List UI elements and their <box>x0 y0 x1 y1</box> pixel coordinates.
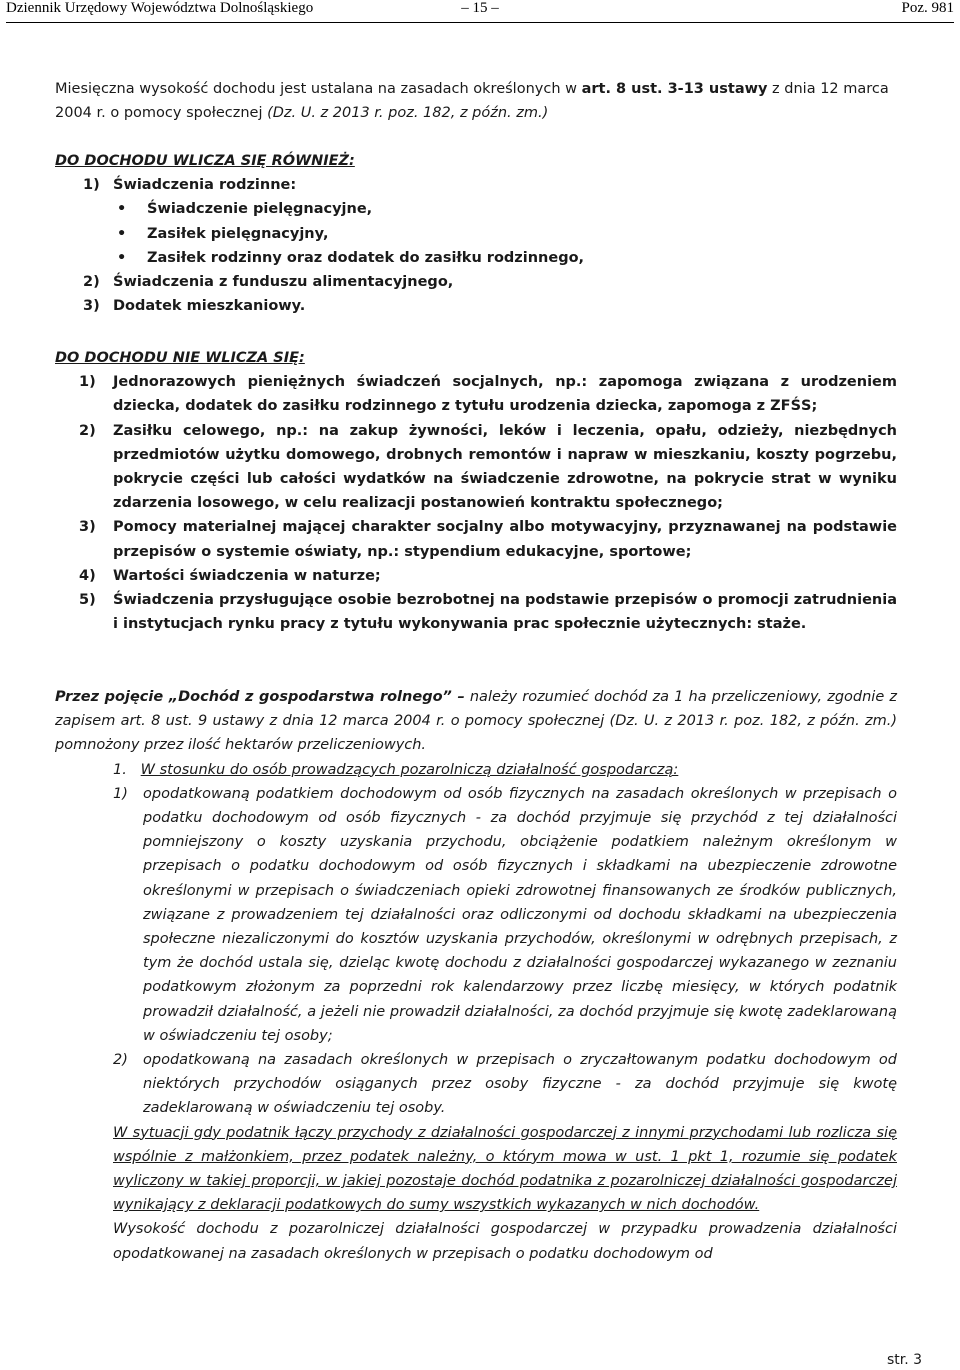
farm-income-section <box>55 685 897 1266</box>
item-number: 4) <box>79 567 96 584</box>
excluded-income-section <box>55 346 897 636</box>
intro-journal-reference: (Dz. U. z 2013 r. poz. 182, z późn. zm.) <box>267 105 549 122</box>
business-income-paragraph: Wysokość dochodu z pozarolniczej działalności gospodarczej w przypadku prowadzenia działalności opodatkowanej na zasadach określonych w przepisach o podatku dochodowym od <box>113 1221 897 1262</box>
bullet-text: Zasiłek rodzinny oraz dodatek do zasiłku rodzinnego, <box>147 249 585 266</box>
item-text: Świadczenia z funduszu alimentacyjnego, <box>113 274 454 291</box>
business-heading-text: W stosunku do osób prowadzących pozarolniczą działalność gospodarczą: <box>140 761 679 778</box>
gazette-title: Dziennik Urzędowy Województwa Dolnośląskiego <box>6 0 314 16</box>
included-item <box>55 173 897 197</box>
item-number: 5) <box>79 592 96 609</box>
subitem-number: 1) <box>113 785 128 802</box>
farm-lead-text: należy rozumieć dochód za 1 ha przeliczeniowy, zgodnie z zapisem art. 8 ust. 9 ustawy z dnia 12 marca 2004 r. o pomocy społecznej (Dz. U. z 2013 r. poz. 182, z późn. zm.) pomnożony przez ilość hektarów przeliczeniowych. <box>55 689 898 754</box>
item-number: 1) <box>83 177 100 194</box>
included-income-section <box>55 149 897 318</box>
intro-text-3: z dnia 12 marca 2004 r. o pomocy społecznej <box>55 81 889 122</box>
item-text: Jednorazowych pieniężnych świadczeń socjalnych, np.: zapomoga związana z urodzeniem dziecka, dodatek do zasiłku rodzinnego z tytułu urodzenia dziecka, zapomoga z ZFŚS; <box>113 374 897 415</box>
item-number: 3) <box>83 298 100 315</box>
bullet-text: Zasiłek pielęgnacyjny, <box>147 225 329 242</box>
excluded-item <box>55 564 897 588</box>
included-bullet <box>55 197 897 221</box>
item-number: 2) <box>83 274 100 291</box>
subitem-number: 2) <box>113 1052 128 1069</box>
included-item <box>55 294 897 318</box>
page-footer-number: str. 3 <box>886 1352 922 1368</box>
item-number: 3) <box>79 519 96 536</box>
business-subitem <box>55 782 897 1048</box>
item-number: 1) <box>79 374 96 391</box>
subitem-text: opodatkowaną na zasadach określonych w przepisach o zryczałtowanym podatku dochodowym od niektórych przychodów osiąganych przez osoby fizyczne - za dochód przyjmuje się kwotę zadeklarowaną w oświadczeniu tej osoby. <box>143 1052 897 1117</box>
excluded-item <box>55 588 897 636</box>
excluded-item <box>55 419 897 516</box>
excluded-title: DO DOCHODU NIE WLICZA SIĘ: <box>55 350 305 366</box>
included-bullet <box>55 222 897 246</box>
gazette-position: Poz. 981 <box>901 0 954 16</box>
item-text: Pomocy materialnej mającej charakter socjalny albo motywacyjny, przyznawanej na podstawie przepisów o systemie oświaty, np.: stypendium edukacyjne, sportowe; <box>113 519 897 560</box>
gazette-header <box>6 0 954 23</box>
included-item <box>55 270 897 294</box>
bullet-icon: • <box>117 225 127 242</box>
item-text: Dodatek mieszkaniowy. <box>113 298 306 315</box>
item-text: Świadczenia przysługujące osobie bezrobotnej na podstawie przepisów o promocji zatrudnienia i instytucjach rynku pracy z tytułu wykonywania prac społecznie użytecznych: staże. <box>113 592 897 633</box>
subitem-text: opodatkowaną podatkiem dochodowym od osób fizycznych na zasadach określonych w przepisach o podatku dochodowym od osób fizycznych - za dochód przyjmuje się przychód z tej działalności pomniejszony o koszty uzyskania przychodu, obciążenie podatkiem należnym określonym w przepisach o podatku dochodowym od osób fizycznych i składkami na ubezpieczenie zdrowotne określonymi w przepisach o świadczeniach opieki zdrowotnej finansowanych ze środków publicznych, związane z prowadzeniem tej działalności oraz odliczonymi od dochodu składkami na ubezpieczenia społeczne niezaliczonymi do kosztów uzyskania przychodów, określonymi w odrębnych przepisach, z tym że dochód ustala się, dzieląc kwotę dochodu z działalności gospodarczej wykazanego w zeznaniu podatkowym złożonym za poprzedni rok kalendarzowy przez liczbę miesięcy, w których podatnik prowadził działalność, a jeżeli nie prowadził działalności, za dochód przyjmuje się kwotę zadeklarowaną w oświadczeniu tej osoby; <box>143 785 897 1044</box>
business-heading <box>55 758 897 782</box>
excluded-item <box>55 370 897 418</box>
intro-law-reference: art. 8 ust. 3-13 ustawy <box>581 81 768 97</box>
intro-paragraph <box>55 77 897 125</box>
intro-text-1: Miesięczna wysokość dochodu jest ustalana na zasadach określonych w <box>55 81 582 97</box>
item-text: Zasiłku celowego, np.: na zakup żywności, leków i leczenia, opału, odzieży, niezbędnych przedmiotów użytku domowego, drobnych remontów i napraw w mieszkaniu, koszty pogrzebu, pokrycie części lub całości wydatków na świadczenie zdrowotne, na pokrycie strat w wyniku zdarzenia losowego, w celu realizacji postanowień kontraktu społecznego; <box>113 422 897 512</box>
farm-lead-term: Przez pojęcie „Dochód z gospodarstwa rolnego” – <box>55 689 465 705</box>
gazette-page-number: – 15 – <box>461 0 499 16</box>
business-subitem <box>55 1048 897 1121</box>
excluded-item <box>55 515 897 563</box>
bullet-text: Świadczenie pielęgnacyjne, <box>147 201 373 218</box>
bullet-icon: • <box>117 249 127 266</box>
included-title: DO DOCHODU WLICZA SIĘ RÓWNIEŻ: <box>55 153 355 169</box>
included-bullet <box>55 246 897 270</box>
bullet-icon: • <box>117 201 127 218</box>
farm-lead-paragraph <box>55 685 897 758</box>
item-number: 2) <box>79 422 96 439</box>
joint-income-paragraph: W sytuacji gdy podatnik łączy przychody z działalności gospodarczej z innymi przychodami lub rozlicza się wspólnie z małżonkiem, przez podatek należny, o którym mowa w ust. 1 pkt 1, rozumie się podatek wyliczony w takiej proporcji, w jakiej pozostaje dochód podatnika z pozarolniczej działalności gospodarczej wynikający z deklaracji podatkowych do sumy wszystkich wykazanych w nich dochodów. <box>113 1124 897 1214</box>
business-heading-number: 1. <box>113 761 127 778</box>
item-text: Wartości świadczenia w naturze; <box>113 567 381 584</box>
item-text: Świadczenia rodzinne: <box>113 177 297 194</box>
